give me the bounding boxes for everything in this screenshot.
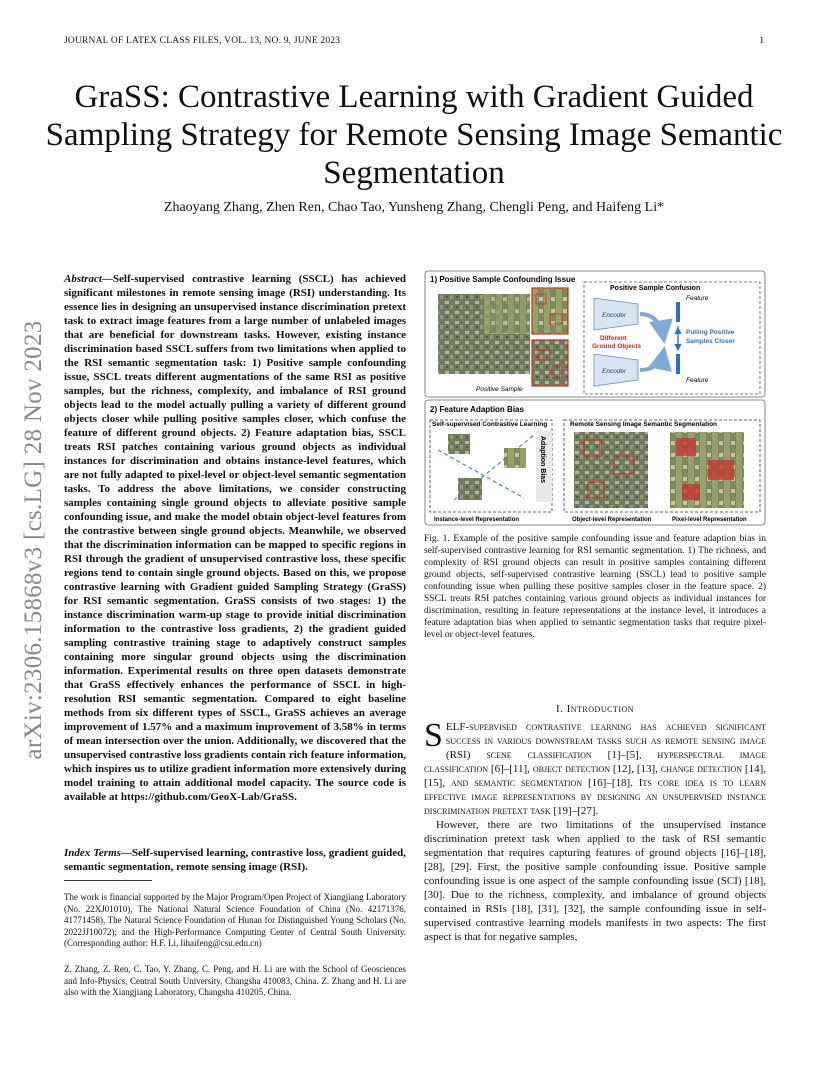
author-list: Zhaoyang Zhang, Zhen Ren, Chao Tao, Yunsheng Zhang, Chengli Peng, and Haifeng Li* (163, 200, 665, 215)
positive-sample-label: Positive Sample (476, 386, 523, 393)
intro-p1-text: ELF-supervised contrastive learning has achieved significant success in various downstream tasks such as remote sensing image (RSI) scene classification [1]–[5], hyperspectral image classification [6]–[11], object detection [12], [13], change detection [14], [15], and semantic segmentation [16]–[18]. Its core idea is to learn effective image representations by designing an unsupervised instance discrimination pretext task [19]–[27]. (424, 721, 766, 817)
instance-rep-label: Instance-level Representation (434, 517, 520, 523)
pixel-level-image (670, 432, 744, 508)
running-header: JOURNAL OF LATEX CLASS FILES, VOL. 13, NO. 9, JUNE 2023 (64, 36, 341, 46)
arxiv-id: arXiv:2306.15868v3 [cs.LG] 28 Nov 2023 (20, 320, 47, 760)
sscl-box (430, 420, 552, 512)
different-objects-label-1: Different (600, 335, 627, 342)
feature-label-bottom: Feature (686, 377, 709, 384)
panel-2-title: 2) Feature Adaption Bias (430, 405, 524, 414)
encoder-top-label: Encoder (602, 312, 627, 319)
instance-thumb-2 (504, 448, 526, 468)
feature-bar-bottom (676, 354, 680, 374)
feature-label-top: Feature (686, 295, 709, 302)
pulling-label-2: Samples Closer (686, 338, 735, 345)
index-terms-label: Index Terms (64, 847, 121, 859)
instance-thumb-3 (458, 478, 482, 500)
affiliation-footnote: Z. Zhang, Z. Ren, C. Tao, Y. Zhang, C. Peng, and H. Li are with the School of Geosciences and Info-Physics, Central South University, Changsha 410083, China. Z. Zhang and H. Li are also with the Xiangjiang Laboratory, Changsha 410205, China. (64, 964, 406, 997)
pull-arrow-top (640, 314, 664, 340)
satellite-image-large (438, 294, 530, 374)
page-number: 1 (759, 36, 764, 46)
pull-arrow-bottom (640, 350, 664, 370)
adaption-bias-label: Adaption Bias (539, 436, 546, 484)
abstract-label: Abstract (64, 273, 102, 285)
sscl-title: Self-supervised Contrastive Learning (432, 421, 548, 428)
figure-caption: Fig. 1. Example of the positive sample confounding issue and feature adaption bias in self-supervised contrastive learning for RSI semantic segmentation. 1) The richness, and complexity of RSI ground objects can result in positive samples containing different ground objects, self-supervised contrastive learning (SSCL) lead to positive sample confounding issue when pulling these positive samples closer in the feature space. 2) SSCL treats RSI patches containing various ground objects as individual instances for discrimination, resulting in feature representations at the instance level, it introduces a feature adaptation bias when applied to semantic segmentation tasks that require pixel-level or object-level features. (424, 534, 766, 640)
intro-paragraph-2: However, there are two limitations of the unsupervised instance discrimination pretext task when applied to the task of RSI semantic segmentation that requires capturing features of ground objects [16]–[18], [28], [29]. First, the positive sample confounding issue. Positive sample confounding issue is one aspect of the sample confounding issue (SCI) [18], [30]. Due to the richness, complexity, and imbalance of ground objects contained in RSIs [18], [31], [32], the sample confounding issue in self-supervised contrastive learning models manifests in two aspects: The first aspect is that for negative samples, (424, 819, 766, 943)
introduction-text (424, 717, 766, 944)
index-terms (64, 846, 406, 874)
instance-thumb-1 (448, 434, 470, 454)
object-level-image (574, 432, 648, 508)
positive-sample-crops (532, 288, 568, 386)
drop-cap: S (424, 717, 443, 754)
section-heading: I. Introduction (555, 703, 635, 715)
pulling-label-1: Pulling Positive (686, 329, 735, 336)
funding-footnote: The work is financial supported by the Major Program/Open Project of Xiangjiang Laboratory (No. 22XJ01010), The National Natural Science Foundation of China (No. 42171376, 41771458), The Natural Science Foundation of Hunan for Distinguished Young Scholars (No. 2022JJ10072); and the High-Performance Computing Center of Central South University. (Corresponding author: H.F. Li, lihaifeng@csu.edu.cn) (64, 892, 406, 948)
panel-1-title: 1) Positive Sample Confounding Issue (430, 275, 576, 284)
rsiss-title: Remote Sensing Image Semantic Segmentation (570, 421, 718, 428)
footnote-rule (64, 880, 152, 881)
different-objects-label-2: Ground Objects (592, 343, 642, 350)
confusion-title: Positive Sample Confusion (610, 285, 701, 292)
intro-paragraph-1 (424, 717, 766, 818)
object-rep-label: Object-level Representation (572, 517, 652, 523)
feature-bar-top (676, 302, 680, 322)
pixel-rep-label: Pixel-level Representation (672, 517, 747, 523)
index-terms-text: —Self-supervised learning, contrastive loss, gradient guided, semantic segmentation, remote sensing image (RSI). (64, 847, 406, 873)
encoder-bottom-label: Encoder (602, 368, 627, 375)
paper-title: GraSS: Contrastive Learning with Gradient Guided Sampling Strategy for Remote Sensing Image Semantic Segmentation (45, 79, 783, 191)
figure-1 (424, 270, 766, 526)
arxiv-sidebar (14, 280, 54, 800)
abstract-text: —Self-supervised contrastive learning (SSCL) has achieved significant milestones in remote sensing image (RSI) understanding. Its essence lies in designing an unsupervised instance discrimination pretext task to extract image features from a large number of unlabeled images that are beneficial for downstream tasks. However, existing instance discrimination based SSCL suffers from two limitations when applied to the RSI semantic segmentation task: 1) Positive sample confounding issue, SSCL treats different augmentations of the same RSI as positive samples, but the richness, complexity, and imbalance of RSI ground objects lead to the model actually pulling a variety of different ground objects closer while pulling positive samples closer, which confuse the feature of different ground objects. 2) Feature adaptation bias, SSCL treats RSI patches containing various ground objects as individual instances for discrimination and obtains instance-level features, which are not fully adapted to pixel-level or object-level semantic segmentation tasks. To address the above limitations, we consider constructing samples containing single ground objects to alleviate positive sample confounding issue, and make the model obtain object-level features from the contrastive between single ground objects. Meanwhile, we observed that the discrimination information can be mapped to specific regions in RSI through the gradient of unsupervised contrastive loss, these specific regions tend to contain single ground objects. Based on this, we propose contrastive learning with Gradient guided Sampling Strategy (GraSS) for RSI semantic segmentation. GraSS consists of two stages: 1) the instance discrimination warm-up stage to provide initial discrimination information to the contrastive loss gradients, 2) the gradient guided sampling contrastive training stage to adaptively construct samples containing more singular ground objects using the discrimination information. Experimental results on three open datasets demonstrate that GraSS effectively enhances the performance of SSCL in high-resolution RSI semantic segmentation. Compared to eight baseline methods from six different types of SSCL, GraSS achieves an average improvement of 1.57% and a maximum improvement of 3.58% in terms of mean intersection over the union. Additionally, we discovered that the unsupervised contrastive loss gradients contain rich feature information, which inspires us to utilize gradient information more extensively during model training to attain additional model capacity. The source code is available at https://github.com/GeoX-Lab/GraSS. (64, 273, 406, 803)
abstract (64, 272, 406, 804)
